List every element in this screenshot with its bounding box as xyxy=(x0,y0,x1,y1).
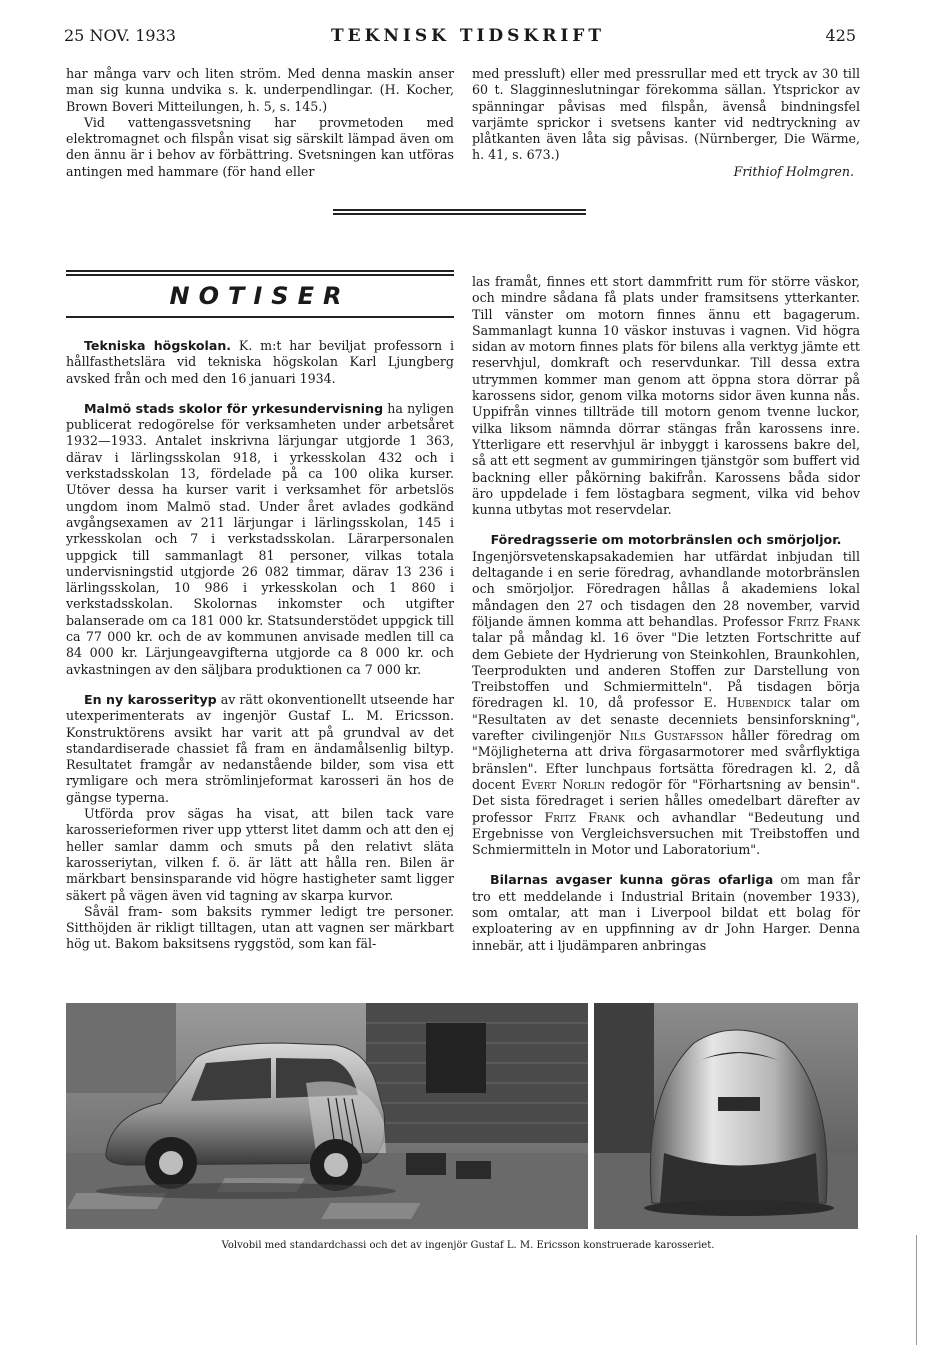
news-item-avgaser xyxy=(472,872,860,953)
news-item-foredragsserie xyxy=(472,532,860,858)
news-text: håller föredrag om "Möjligheterna att driva förgasarmotorer med svårflyktiga bränslen". Efter lunchpaus fortsätta föredragen kl. 2, då docent xyxy=(472,728,860,792)
news-text: redogör för "Förhartsning av bensin". Det sista föredraget i serien hålles omedelbart därefter av professor xyxy=(472,776,861,825)
news-lead: Föredragsserie om motorbränslen och smörjoljor. xyxy=(490,532,842,548)
top-left-column xyxy=(66,66,454,180)
photo-car-rear-view xyxy=(594,1003,858,1229)
author-signature: Frithiof Holmgren. xyxy=(733,163,854,179)
news-lead: En ny karosserityp xyxy=(84,691,217,707)
news-text: Ingenjörsvetenskapsakademien har utfärdat inbjudan till deltagande i en serie föredrag, avhandlande motorbränslen och smörjoljor. Föredragen hållas å akademiens lokal måndagen den 27 och tisdagen den 28 november, varvid följande ämnen komma att behandlas. Professor xyxy=(472,548,860,629)
car-side-illustration xyxy=(66,1003,588,1229)
news-text: talar om "Resultaten av det senaste decenniets bensinforskning", varefter civilingenjör xyxy=(472,695,860,744)
news-item-tekniska-hogskolan xyxy=(66,338,454,387)
person-name: Hubendick xyxy=(726,695,791,711)
section-rule-bottom xyxy=(66,316,454,318)
header-date: 25 NOV. 1933 xyxy=(64,26,176,45)
paragraph: Utförda prov sägas ha visat, att bilen tack vare karosserieformen river upp ytterst litet damm och att den ej heller samlar damm och smuts på den relativt släta karosseriytan, vilken f. ö. är lätt att hålla ren. Bilen är märkbart bensinsparande vid högre hastigheter samt ligger säkert på vägen även vid tagning av skarpa kurvor. xyxy=(66,806,454,903)
news-text: ha nyligen publicerat redogörelse för verksamheten under arbetsåret 1932—1933. Antalet inskrivna lärjungar utgjorde 1 363, därav i lärlingsskolan 918, i yrkesskolan 432 och i verkstadsskolan 13, fördelade på ca 100 olika kurser. Utöver dessa ha kurser varit i verksamhet för arbetslös ungdom inom Malmö stad. Under året avlades godkänd avgångsexamen av 211 lärjungar i lärlingsskolan, 145 i yrkesskolan och 7 i verkstadsskolan. Lärarpersonalen uppgick till sammanlagt 81 personer, vilkas totala undervisningstid utgjorde 26 082 timmar, därav 13 236 i lärlingsskolan, 10 986 i yrkesskolan och 1 860 i verkstadsskolan. Skolornas inkomster och utgifter balanserade om ca 181 000 kr. Statsunderstödet uppgick till ca 77 000 kr. och de av kommunen anvisade medlen till ca 84 000 kr. Lärjungeavgifterna utgjorde ca 8 000 kr. och avkastningen av den säljbara produktionen ca 7 000 kr. xyxy=(66,400,454,677)
left-news-column xyxy=(66,338,454,953)
right-news-column xyxy=(472,274,860,954)
paragraph: Såväl fram- som baksits rymmer ledigt tre personer. Sitthöjden är rikligt tilltagen, utan att vagnen ser märkbart hög ut. Bakom baksitsens ryggstöd, som kan fäl- xyxy=(66,903,454,952)
news-text: av rätt okonventionellt utseende har utexperimenterats av ingenjör Gustaf L. M. Ericsson. Konstruktörens avsikt har varit att på grundval av det standardiserade chassiet få fram en ändamålsenlig biltyp. Resultatet framgår av nedanstående bilder, som visa ett rymligare och mera strömlinjeformat karosseri än hos de gängse typerna. xyxy=(66,691,454,805)
car-rear-illustration xyxy=(594,1003,858,1229)
news-lead: Bilarnas avgaser kunna göras ofarliga xyxy=(490,872,774,888)
news-text: om man får tro ett meddelande i Industrial Britain (november 1933), som omtalar, att man i Liverpool bildat ett bolag för exploatering av en uppfinning av dr John Harger. Denna innebär, att i ljudämparen anbringas xyxy=(472,872,860,953)
news-text: och avhandlar "Bedeutung und Ergebnisse von Vergleichsversuchen mit Treibstoffen und Schmiermitteln in Motor und Laboratorium". xyxy=(472,809,861,858)
figure-caption: Volvobil med standardchassi och det av ingenjör Gustaf L. M. Ericsson konstruerade karosseriet. xyxy=(221,1240,715,1251)
news-item-karosserityp xyxy=(66,692,454,806)
paragraph: har många varv och liten ström. Med denna maskin anser man sig kunna undvika s. k. underpendlingar. (H. Kocher, Brown Boveri Mitteilungen, h. 5, s. 145.) xyxy=(66,66,454,114)
section-rule-top xyxy=(66,270,454,272)
journal-title: TEKNISK TIDSKRIFT xyxy=(330,26,606,46)
photo-car-side-view xyxy=(66,1003,588,1229)
news-item-malmo-skolor xyxy=(66,401,454,678)
person-name: Fritz Frank xyxy=(544,809,625,825)
news-lead: Malmö stads skolor för yrkesundervisning xyxy=(84,400,384,416)
person-name: Nils Gustafsson xyxy=(619,728,724,744)
separator-rule-bottom xyxy=(333,213,586,215)
section-rule-top-2 xyxy=(66,274,454,276)
news-text: K. m:t har beviljat professorn i hållfasthetslära vid tekniska högskolan Karl Ljungberg avsked från och med den 16 januari 1934. xyxy=(66,338,454,386)
paragraph: Vid vattengassvetsning har provmetoden med elektromagnet och filspån visat sig särskilt lämpad även om den ännu är i behov av förbättring. Svetsningen kan utföras antingen med hammare (för hand eller xyxy=(66,114,454,179)
scan-edge-mark xyxy=(916,1235,917,1345)
news-text: talar på måndag kl. 16 över "Die letzten Fortschritte auf dem Gebiete der Hydrierung von Steinkohlen, Braunkohlen, Teerprodukten und anderen Stoffen zur Darstellung von Treibstoffen und Schmiermitteln". På tisdagen börja föredragen kl. 10, då professor E. xyxy=(472,630,860,711)
person-name: Fritz Frank xyxy=(787,613,860,629)
paragraph: las framåt, finnes ett stort dammfritt rum för större väskor, och mindre sådana få plats under framsitsens ytterkanter. Till vänster om motorn finnes ännu ett bagagerum. Sammanlagt kunna 10 väskor instuvas i vagnen. Vid högra sidan av motorn finnes plats för bilens alla verktyg jämte ett reservhjul, domkraft och reservdunkar. Till dessa extra utrymmen kommer man genom att öppna stora dörrar på karossens sidor, genom vilka motorns sidor även kunna nås. Uppifrån vinnes tillträde till motorn genom tvenne luckor, vilka liksom nämnda dörrar stängas från karossens inre. Ytterligare ett reservhjul är inbyggt i karossens bakre del, så att ett segment av gummiringen tjänstgör som buffert vid backning eller påkörning bakifrån. Karossens båda sidor äro uppdelade i fem löstagbara segment, vilka vid behov kunna utbytas mot reservdelar. xyxy=(472,274,860,518)
section-title: NOTISER xyxy=(169,282,351,310)
news-lead: Tekniska högskolan. xyxy=(84,338,232,353)
person-name: Evert Norlin xyxy=(521,776,605,792)
separator-rule-top xyxy=(333,209,586,211)
top-right-column xyxy=(472,66,860,180)
paragraph: med pressluft) eller med pressrullar med ett tryck av 30 till 60 t. Slagginneslutningar förekomma sällan. Ytsprickor av spänningar påvisas med filspån, ävenså bindningsfel varjämte sprickor i svetsens kanter vid nedtryckning av plåtkanten även låta sig påvisas. (Nürnberger, Die Wärme, h. 41, s. 673.) xyxy=(472,66,860,163)
page-number: 425 xyxy=(825,26,856,45)
